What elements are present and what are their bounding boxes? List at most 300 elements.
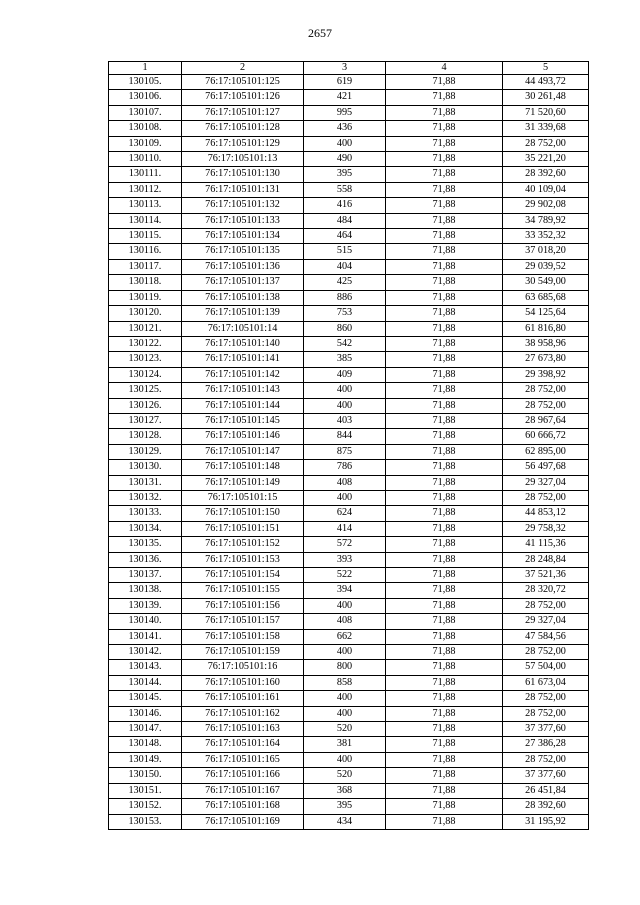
area-cell: 436 xyxy=(304,121,386,136)
cadastral-number-cell: 76:17:105101:14 xyxy=(182,321,304,336)
rate-cell: 71,88 xyxy=(386,768,503,783)
rate-cell: 71,88 xyxy=(386,321,503,336)
amount-cell: 28 320,72 xyxy=(503,583,589,598)
amount-cell: 30 261,48 xyxy=(503,90,589,105)
amount-cell: 37 521,36 xyxy=(503,568,589,583)
rate-cell: 71,88 xyxy=(386,275,503,290)
rate-cell: 71,88 xyxy=(386,475,503,490)
area-cell: 394 xyxy=(304,583,386,598)
rate-cell: 71,88 xyxy=(386,167,503,182)
row-number-cell: 130132. xyxy=(109,490,182,505)
rate-cell: 71,88 xyxy=(386,75,503,90)
area-cell: 558 xyxy=(304,182,386,197)
cadastral-number-cell: 76:17:105101:145 xyxy=(182,413,304,428)
table-row xyxy=(109,398,589,413)
cadastral-number-cell: 76:17:105101:132 xyxy=(182,198,304,213)
area-cell: 464 xyxy=(304,229,386,244)
amount-cell: 28 967,64 xyxy=(503,413,589,428)
cadastral-number-cell: 76:17:105101:160 xyxy=(182,675,304,690)
rate-cell: 71,88 xyxy=(386,737,503,752)
row-number-cell: 130121. xyxy=(109,321,182,336)
rate-cell: 71,88 xyxy=(386,383,503,398)
row-number-cell: 130142. xyxy=(109,645,182,660)
table-row xyxy=(109,383,589,398)
row-number-cell: 130124. xyxy=(109,367,182,382)
area-cell: 753 xyxy=(304,306,386,321)
cadastral-number-cell: 76:17:105101:164 xyxy=(182,737,304,752)
row-number-cell: 130130. xyxy=(109,460,182,475)
table-row xyxy=(109,244,589,259)
row-number-cell: 130131. xyxy=(109,475,182,490)
area-cell: 515 xyxy=(304,244,386,259)
rate-cell: 71,88 xyxy=(386,244,503,259)
row-number-cell: 130153. xyxy=(109,814,182,829)
rate-cell: 71,88 xyxy=(386,490,503,505)
area-cell: 858 xyxy=(304,675,386,690)
amount-cell: 28 752,00 xyxy=(503,645,589,660)
row-number-cell: 130106. xyxy=(109,90,182,105)
row-number-cell: 130128. xyxy=(109,429,182,444)
amount-cell: 37 018,20 xyxy=(503,244,589,259)
table-row xyxy=(109,521,589,536)
amount-cell: 27 673,80 xyxy=(503,352,589,367)
row-number-cell: 130150. xyxy=(109,768,182,783)
row-number-cell: 130145. xyxy=(109,691,182,706)
amount-cell: 28 392,60 xyxy=(503,167,589,182)
rate-cell: 71,88 xyxy=(386,629,503,644)
table-header xyxy=(109,62,589,75)
amount-cell: 31 195,92 xyxy=(503,814,589,829)
cadastral-number-cell: 76:17:105101:139 xyxy=(182,306,304,321)
amount-cell: 29 327,04 xyxy=(503,614,589,629)
amount-cell: 56 497,68 xyxy=(503,460,589,475)
table-row xyxy=(109,706,589,721)
amount-cell: 27 386,28 xyxy=(503,737,589,752)
table-row xyxy=(109,752,589,767)
amount-cell: 61 816,80 xyxy=(503,321,589,336)
table-row xyxy=(109,167,589,182)
row-number-cell: 130114. xyxy=(109,213,182,228)
cadastral-number-cell: 76:17:105101:161 xyxy=(182,691,304,706)
area-cell: 395 xyxy=(304,799,386,814)
table-row xyxy=(109,537,589,552)
cadastral-number-cell: 76:17:105101:154 xyxy=(182,568,304,583)
rate-cell: 71,88 xyxy=(386,814,503,829)
row-number-cell: 130139. xyxy=(109,598,182,613)
amount-cell: 44 493,72 xyxy=(503,75,589,90)
cadastral-number-cell: 76:17:105101:151 xyxy=(182,521,304,536)
cadastral-number-cell: 76:17:105101:159 xyxy=(182,645,304,660)
cadastral-number-cell: 76:17:105101:165 xyxy=(182,752,304,767)
rate-cell: 71,88 xyxy=(386,336,503,351)
cadastral-number-cell: 76:17:105101:135 xyxy=(182,244,304,259)
amount-cell: 33 352,32 xyxy=(503,229,589,244)
cadastral-number-cell: 76:17:105101:127 xyxy=(182,105,304,120)
rate-cell: 71,88 xyxy=(386,429,503,444)
amount-cell: 40 109,04 xyxy=(503,182,589,197)
cadastral-number-cell: 76:17:105101:149 xyxy=(182,475,304,490)
column-header-5: 5 xyxy=(503,62,589,75)
cadastral-number-cell: 76:17:105101:16 xyxy=(182,660,304,675)
rate-cell: 71,88 xyxy=(386,290,503,305)
row-number-cell: 130149. xyxy=(109,752,182,767)
table-row xyxy=(109,136,589,151)
rate-cell: 71,88 xyxy=(386,352,503,367)
area-cell: 542 xyxy=(304,336,386,351)
cadastral-number-cell: 76:17:105101:169 xyxy=(182,814,304,829)
table-row xyxy=(109,290,589,305)
area-cell: 400 xyxy=(304,706,386,721)
table-row xyxy=(109,675,589,690)
cadastral-number-cell: 76:17:105101:158 xyxy=(182,629,304,644)
rate-cell: 71,88 xyxy=(386,752,503,767)
cadastral-number-cell: 76:17:105101:131 xyxy=(182,182,304,197)
cadastral-number-cell: 76:17:105101:148 xyxy=(182,460,304,475)
table-row xyxy=(109,306,589,321)
cadastral-number-cell: 76:17:105101:146 xyxy=(182,429,304,444)
rate-cell: 71,88 xyxy=(386,413,503,428)
table-row xyxy=(109,121,589,136)
rate-cell: 71,88 xyxy=(386,213,503,228)
amount-cell: 61 673,04 xyxy=(503,675,589,690)
rate-cell: 71,88 xyxy=(386,182,503,197)
rate-cell: 71,88 xyxy=(386,706,503,721)
table-row xyxy=(109,213,589,228)
table-row xyxy=(109,75,589,90)
amount-cell: 29 039,52 xyxy=(503,259,589,274)
area-cell: 484 xyxy=(304,213,386,228)
rate-cell: 71,88 xyxy=(386,675,503,690)
row-number-cell: 130109. xyxy=(109,136,182,151)
column-header-4: 4 xyxy=(386,62,503,75)
row-number-cell: 130134. xyxy=(109,521,182,536)
area-cell: 800 xyxy=(304,660,386,675)
cadastral-number-cell: 76:17:105101:137 xyxy=(182,275,304,290)
table-row xyxy=(109,413,589,428)
rate-cell: 71,88 xyxy=(386,614,503,629)
area-cell: 619 xyxy=(304,75,386,90)
area-cell: 400 xyxy=(304,490,386,505)
area-cell: 368 xyxy=(304,783,386,798)
cadastral-number-cell: 76:17:105101:144 xyxy=(182,398,304,413)
table-row xyxy=(109,645,589,660)
row-number-cell: 130118. xyxy=(109,275,182,290)
table-row xyxy=(109,614,589,629)
cadastral-number-cell: 76:17:105101:128 xyxy=(182,121,304,136)
area-cell: 404 xyxy=(304,259,386,274)
rate-cell: 71,88 xyxy=(386,444,503,459)
cadastral-number-cell: 76:17:105101:156 xyxy=(182,598,304,613)
table-row xyxy=(109,352,589,367)
table-row xyxy=(109,429,589,444)
header-row xyxy=(109,62,589,75)
area-cell: 520 xyxy=(304,768,386,783)
row-number-cell: 130115. xyxy=(109,229,182,244)
rate-cell: 71,88 xyxy=(386,660,503,675)
row-number-cell: 130105. xyxy=(109,75,182,90)
cadastral-number-cell: 76:17:105101:167 xyxy=(182,783,304,798)
table-row xyxy=(109,321,589,336)
row-number-cell: 130146. xyxy=(109,706,182,721)
amount-cell: 35 221,20 xyxy=(503,152,589,167)
rate-cell: 71,88 xyxy=(386,229,503,244)
rate-cell: 71,88 xyxy=(386,152,503,167)
row-number-cell: 130129. xyxy=(109,444,182,459)
row-number-cell: 130112. xyxy=(109,182,182,197)
row-number-cell: 130122. xyxy=(109,336,182,351)
amount-cell: 28 248,84 xyxy=(503,552,589,567)
table-row xyxy=(109,229,589,244)
amount-cell: 41 115,36 xyxy=(503,537,589,552)
rate-cell: 71,88 xyxy=(386,306,503,321)
table-row xyxy=(109,799,589,814)
amount-cell: 30 549,00 xyxy=(503,275,589,290)
rate-cell: 71,88 xyxy=(386,722,503,737)
table-row xyxy=(109,598,589,613)
row-number-cell: 130143. xyxy=(109,660,182,675)
cadastral-number-cell: 76:17:105101:133 xyxy=(182,213,304,228)
table-row xyxy=(109,105,589,120)
amount-cell: 29 398,92 xyxy=(503,367,589,382)
row-number-cell: 130110. xyxy=(109,152,182,167)
area-cell: 400 xyxy=(304,752,386,767)
table-row xyxy=(109,768,589,783)
table-row xyxy=(109,259,589,274)
table-row xyxy=(109,444,589,459)
cadastral-number-cell: 76:17:105101:138 xyxy=(182,290,304,305)
area-cell: 490 xyxy=(304,152,386,167)
row-number-cell: 130148. xyxy=(109,737,182,752)
rate-cell: 71,88 xyxy=(386,460,503,475)
area-cell: 403 xyxy=(304,413,386,428)
cadastral-number-cell: 76:17:105101:141 xyxy=(182,352,304,367)
area-cell: 425 xyxy=(304,275,386,290)
cadastral-number-cell: 76:17:105101:142 xyxy=(182,367,304,382)
area-cell: 844 xyxy=(304,429,386,444)
amount-cell: 37 377,60 xyxy=(503,722,589,737)
row-number-cell: 130107. xyxy=(109,105,182,120)
rate-cell: 71,88 xyxy=(386,367,503,382)
amount-cell: 28 752,00 xyxy=(503,398,589,413)
amount-cell: 29 758,32 xyxy=(503,521,589,536)
area-cell: 395 xyxy=(304,167,386,182)
row-number-cell: 130119. xyxy=(109,290,182,305)
table-row xyxy=(109,737,589,752)
table-row xyxy=(109,629,589,644)
cadastral-number-cell: 76:17:105101:166 xyxy=(182,768,304,783)
rate-cell: 71,88 xyxy=(386,799,503,814)
table-row xyxy=(109,460,589,475)
cadastral-number-cell: 76:17:105101:153 xyxy=(182,552,304,567)
area-cell: 995 xyxy=(304,105,386,120)
row-number-cell: 130120. xyxy=(109,306,182,321)
amount-cell: 37 377,60 xyxy=(503,768,589,783)
rate-cell: 71,88 xyxy=(386,198,503,213)
rate-cell: 71,88 xyxy=(386,691,503,706)
area-cell: 662 xyxy=(304,629,386,644)
cadastral-number-cell: 76:17:105101:168 xyxy=(182,799,304,814)
table-row xyxy=(109,198,589,213)
rate-cell: 71,88 xyxy=(386,105,503,120)
amount-cell: 28 752,00 xyxy=(503,136,589,151)
amount-cell: 62 895,00 xyxy=(503,444,589,459)
amount-cell: 28 752,00 xyxy=(503,490,589,505)
cadastral-table xyxy=(108,61,589,830)
rate-cell: 71,88 xyxy=(386,552,503,567)
rate-cell: 71,88 xyxy=(386,521,503,536)
amount-cell: 28 752,00 xyxy=(503,691,589,706)
amount-cell: 34 789,92 xyxy=(503,213,589,228)
row-number-cell: 130123. xyxy=(109,352,182,367)
amount-cell: 47 584,56 xyxy=(503,629,589,644)
table-row xyxy=(109,182,589,197)
area-cell: 400 xyxy=(304,398,386,413)
row-number-cell: 130144. xyxy=(109,675,182,690)
row-number-cell: 130138. xyxy=(109,583,182,598)
rate-cell: 71,88 xyxy=(386,259,503,274)
page-number: 2657 xyxy=(308,26,332,40)
table-row xyxy=(109,90,589,105)
table-row xyxy=(109,336,589,351)
amount-cell: 28 752,00 xyxy=(503,752,589,767)
row-number-cell: 130133. xyxy=(109,506,182,521)
area-cell: 786 xyxy=(304,460,386,475)
cadastral-number-cell: 76:17:105101:130 xyxy=(182,167,304,182)
amount-cell: 28 392,60 xyxy=(503,799,589,814)
cadastral-number-cell: 76:17:105101:136 xyxy=(182,259,304,274)
amount-cell: 26 451,84 xyxy=(503,783,589,798)
amount-cell: 29 902,08 xyxy=(503,198,589,213)
amount-cell: 29 327,04 xyxy=(503,475,589,490)
area-cell: 400 xyxy=(304,691,386,706)
cadastral-number-cell: 76:17:105101:152 xyxy=(182,537,304,552)
area-cell: 408 xyxy=(304,475,386,490)
cadastral-number-cell: 76:17:105101:147 xyxy=(182,444,304,459)
area-cell: 409 xyxy=(304,367,386,382)
row-number-cell: 130127. xyxy=(109,413,182,428)
amount-cell: 44 853,12 xyxy=(503,506,589,521)
cadastral-number-cell: 76:17:105101:162 xyxy=(182,706,304,721)
rate-cell: 71,88 xyxy=(386,121,503,136)
table-row xyxy=(109,568,589,583)
table-row xyxy=(109,506,589,521)
table-row xyxy=(109,152,589,167)
row-number-cell: 130152. xyxy=(109,799,182,814)
area-cell: 400 xyxy=(304,383,386,398)
row-number-cell: 130147. xyxy=(109,722,182,737)
area-cell: 416 xyxy=(304,198,386,213)
area-cell: 385 xyxy=(304,352,386,367)
table-body xyxy=(109,75,589,830)
amount-cell: 38 958,96 xyxy=(503,336,589,351)
rate-cell: 71,88 xyxy=(386,136,503,151)
table-row xyxy=(109,783,589,798)
rate-cell: 71,88 xyxy=(386,645,503,660)
row-number-cell: 130135. xyxy=(109,537,182,552)
area-cell: 393 xyxy=(304,552,386,567)
amount-cell: 31 339,68 xyxy=(503,121,589,136)
table-row xyxy=(109,475,589,490)
column-header-2: 2 xyxy=(182,62,304,75)
cadastral-number-cell: 76:17:105101:150 xyxy=(182,506,304,521)
area-cell: 421 xyxy=(304,90,386,105)
row-number-cell: 130141. xyxy=(109,629,182,644)
column-header-3: 3 xyxy=(304,62,386,75)
table-row xyxy=(109,275,589,290)
table-row xyxy=(109,691,589,706)
area-cell: 624 xyxy=(304,506,386,521)
area-cell: 400 xyxy=(304,136,386,151)
cadastral-number-cell: 76:17:105101:157 xyxy=(182,614,304,629)
table-row xyxy=(109,583,589,598)
row-number-cell: 130125. xyxy=(109,383,182,398)
row-number-cell: 130140. xyxy=(109,614,182,629)
table-row xyxy=(109,814,589,829)
amount-cell: 28 752,00 xyxy=(503,598,589,613)
row-number-cell: 130113. xyxy=(109,198,182,213)
amount-cell: 71 520,60 xyxy=(503,105,589,120)
cadastral-number-cell: 76:17:105101:155 xyxy=(182,583,304,598)
amount-cell: 60 666,72 xyxy=(503,429,589,444)
cadastral-number-cell: 76:17:105101:143 xyxy=(182,383,304,398)
area-cell: 400 xyxy=(304,645,386,660)
area-cell: 434 xyxy=(304,814,386,829)
table-row xyxy=(109,490,589,505)
cadastral-number-cell: 76:17:105101:126 xyxy=(182,90,304,105)
cadastral-number-cell: 76:17:105101:13 xyxy=(182,152,304,167)
area-cell: 522 xyxy=(304,568,386,583)
area-cell: 408 xyxy=(304,614,386,629)
area-cell: 520 xyxy=(304,722,386,737)
row-number-cell: 130116. xyxy=(109,244,182,259)
cadastral-number-cell: 76:17:105101:163 xyxy=(182,722,304,737)
rate-cell: 71,88 xyxy=(386,598,503,613)
rate-cell: 71,88 xyxy=(386,537,503,552)
table-row xyxy=(109,552,589,567)
cadastral-number-cell: 76:17:105101:15 xyxy=(182,490,304,505)
row-number-cell: 130151. xyxy=(109,783,182,798)
amount-cell: 28 752,00 xyxy=(503,706,589,721)
table-row xyxy=(109,660,589,675)
amount-cell: 63 685,68 xyxy=(503,290,589,305)
cadastral-number-cell: 76:17:105101:129 xyxy=(182,136,304,151)
cadastral-number-cell: 76:17:105101:125 xyxy=(182,75,304,90)
amount-cell: 28 752,00 xyxy=(503,383,589,398)
rate-cell: 71,88 xyxy=(386,506,503,521)
row-number-cell: 130117. xyxy=(109,259,182,274)
amount-cell: 57 504,00 xyxy=(503,660,589,675)
rate-cell: 71,88 xyxy=(386,568,503,583)
amount-cell: 54 125,64 xyxy=(503,306,589,321)
cadastral-number-cell: 76:17:105101:140 xyxy=(182,336,304,351)
area-cell: 886 xyxy=(304,290,386,305)
cadastral-number-cell: 76:17:105101:134 xyxy=(182,229,304,244)
rate-cell: 71,88 xyxy=(386,398,503,413)
row-number-cell: 130136. xyxy=(109,552,182,567)
row-number-cell: 130126. xyxy=(109,398,182,413)
rate-cell: 71,88 xyxy=(386,783,503,798)
row-number-cell: 130111. xyxy=(109,167,182,182)
column-header-1: 1 xyxy=(109,62,182,75)
area-cell: 860 xyxy=(304,321,386,336)
area-cell: 414 xyxy=(304,521,386,536)
rate-cell: 71,88 xyxy=(386,583,503,598)
table-row xyxy=(109,722,589,737)
table-row xyxy=(109,367,589,382)
row-number-cell: 130137. xyxy=(109,568,182,583)
area-cell: 572 xyxy=(304,537,386,552)
area-cell: 400 xyxy=(304,598,386,613)
